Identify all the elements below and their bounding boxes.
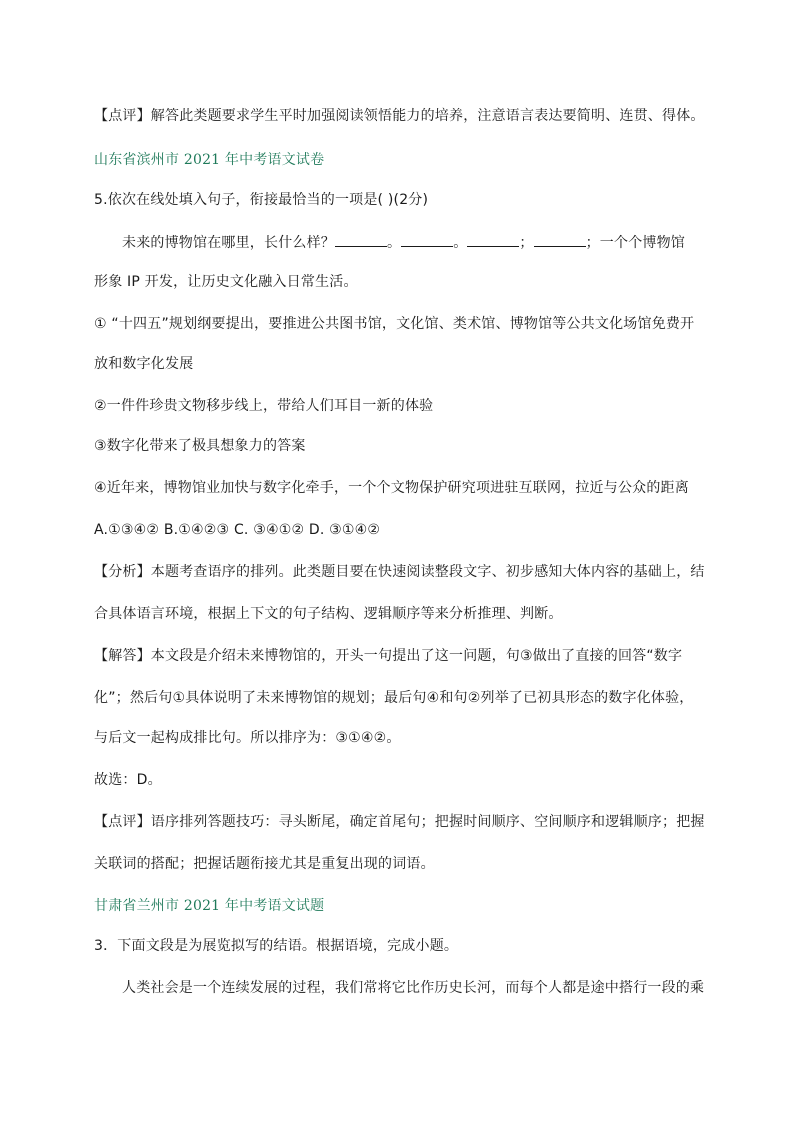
passage-end: ；一个个博物馆 (585, 235, 686, 251)
section-heading-binzhou: 山东省滨州市 2021 年中考语文试卷 (94, 152, 325, 168)
solution-paragraph-cont-2: 与后文一起构成排比句。所以排序为：③①④②。 (94, 730, 401, 746)
comment-paragraph-1: 【点评】解答此类题要求学生平时加强阅读领悟能力的培养，注意语言表达要简明、连贯、得体。 (94, 108, 705, 124)
blank-separator-3: ； (519, 235, 534, 251)
section-heading-lanzhou: 甘肃省兰州市 2021 年中考语文试题 (94, 898, 325, 914)
question-5-stem: 5.依次在线处填入句子，衔接最恰当的一项是( )(2分) (94, 192, 429, 208)
comment-paragraph-2-cont: 关联词的搭配；把握话题衔接尤其是重复出现的词语。 (94, 856, 435, 872)
blank-2 (401, 232, 453, 247)
answer-selection: 故选：D。 (94, 772, 162, 788)
blank-4 (534, 232, 586, 247)
blank-separator-1: 。 (387, 235, 402, 251)
question-3-stem: 3．下面文段是为展览拟写的结语。根据语境，完成小题。 (94, 938, 459, 954)
sentence-option-1: ① “十四五”规划纲要提出，要推进公共图书馆，文化馆、类术馆、博物馆等公共文化场馆免费开 (94, 316, 695, 332)
passage-paragraph: 人类社会是一个连续发展的过程，我们常将它比作历史长河，而每个人都是途中搭行一段的乘 (122, 980, 705, 996)
comment-paragraph-2: 【点评】语序排列答题技巧：寻头断尾，确定首尾句；把握时间顺序、空间顺序和逻辑顺序；把握 (94, 814, 705, 830)
blank-3 (467, 232, 519, 247)
solution-paragraph-cont-1: 化”；然后句①具体说明了未来博物馆的规划；最后句④和句②列举了已初具形态的数字化体验， (94, 690, 694, 706)
blank-separator-2: 。 (453, 235, 468, 251)
passage-continuation: 形象 IP 开发，让历史文化融入日常生活。 (94, 274, 358, 290)
sentence-option-4: ④近年来，博物馆业加快与数字化牵手，一个个文物保护研究项进驻互联网，拉近与公众的距离 (94, 480, 689, 496)
solution-paragraph: 【解答】本文段是介绍未来博物馆的，开头一句提出了这一问题，句③做出了直接的回答“数字 (94, 648, 683, 664)
analysis-paragraph-cont: 合具体语言环境，根据上下文的句子结构、逻辑顺序等来分析推理、判断。 (94, 606, 563, 622)
sentence-option-2: ②一件件珍贵文物移步线上，带给人们耳目一新的体验 (94, 398, 434, 414)
passage-intro: 未来的博物馆在哪里，长什么样？ (122, 235, 335, 251)
sentence-option-1-cont: 放和数字化发展 (94, 356, 194, 372)
blank-1 (335, 232, 387, 247)
answer-choices: A.①③④② B.①④②③ C. ③④①② D. ③①④② (94, 522, 381, 538)
analysis-paragraph: 【分析】本题考查语序的排列。此类题目要在快速阅读整段文字、初步感知大体内容的基础上，结 (94, 564, 705, 580)
passage-fill-blank-line (122, 232, 685, 253)
sentence-option-3: ③数字化带来了极具想象力的答案 (94, 438, 306, 454)
